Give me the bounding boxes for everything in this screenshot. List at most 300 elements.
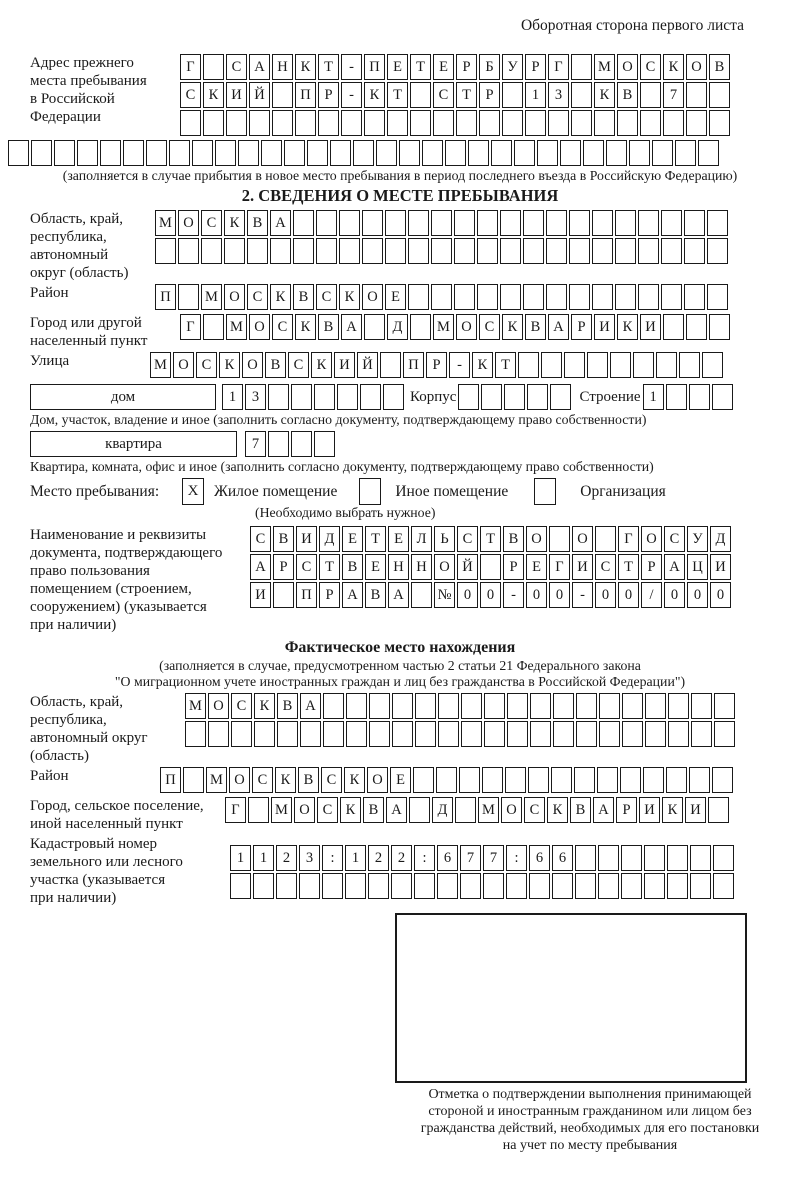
char-cell: [713, 873, 734, 899]
char-cell: О: [456, 314, 477, 340]
char-cell: Г: [549, 554, 570, 580]
char-cell: Н: [411, 554, 432, 580]
label-line: помещением (строением,: [30, 581, 192, 597]
fact-region-label: [30, 693, 185, 765]
char-cell: А: [249, 54, 270, 80]
char-cell: [8, 140, 29, 166]
char-cell: [54, 140, 75, 166]
char-cell: [714, 721, 735, 747]
char-cell: П: [155, 284, 176, 310]
char-cell: Л: [411, 526, 432, 552]
char-cell: С: [664, 526, 685, 552]
char-cell: [686, 110, 707, 136]
char-cell: Р: [426, 352, 447, 378]
char-cell: 3: [548, 82, 569, 108]
char-cell: [606, 140, 627, 166]
char-cell: [455, 797, 476, 823]
char-cell: К: [219, 352, 240, 378]
prev-address-label: [30, 54, 180, 126]
char-cell: [529, 873, 550, 899]
char-cell: [550, 384, 571, 410]
char-cell: [587, 352, 608, 378]
house-note: Дом, участок, владение и иное (заполнить согласно документу, подтверждающему право собственности): [30, 412, 647, 427]
char-cell: [668, 721, 689, 747]
char-cell: Т: [495, 352, 516, 378]
char-cell: А: [548, 314, 569, 340]
char-cell: [314, 384, 335, 410]
char-cell: [408, 284, 429, 310]
char-cell: М: [594, 54, 615, 80]
char-cell: Т: [618, 554, 639, 580]
char-cell: Е: [385, 284, 406, 310]
char-cell: С: [226, 54, 247, 80]
district-label: Район: [30, 285, 69, 301]
char-cell: И: [296, 526, 317, 552]
char-cell: Г: [180, 314, 201, 340]
char-cell: [514, 140, 535, 166]
char-cell: [31, 140, 52, 166]
fact-city-field: [30, 797, 770, 833]
fact-district-row: [160, 767, 735, 794]
char-cell: [360, 384, 381, 410]
char-cell: [553, 693, 574, 719]
char-cell: Н: [388, 554, 409, 580]
char-cell: П: [364, 54, 385, 80]
char-cell: [541, 352, 562, 378]
char-cell: [714, 693, 735, 719]
char-cell: [684, 238, 705, 264]
label-line: Область, край,: [30, 694, 124, 710]
char-cell: 2: [391, 845, 412, 871]
cadastral-rows: [230, 845, 736, 901]
char-cell: [507, 721, 528, 747]
char-cell: [690, 873, 711, 899]
char-cell: [346, 721, 367, 747]
char-cell: [597, 767, 618, 793]
char-cell: [318, 110, 339, 136]
char-cell: [667, 845, 688, 871]
char-cell: [569, 210, 590, 236]
char-cell: [622, 693, 643, 719]
char-cell: [323, 721, 344, 747]
label-line: документа, подтверждающего: [30, 545, 223, 561]
char-cell: [477, 238, 498, 264]
apartment-cells: [245, 431, 337, 458]
char-cell: И: [685, 797, 706, 823]
char-cell: [224, 238, 245, 264]
char-cell: [553, 721, 574, 747]
char-cell: [661, 210, 682, 236]
cadastral-field: [30, 835, 770, 907]
char-cell: С: [180, 82, 201, 108]
char-cell: К: [547, 797, 568, 823]
char-cell: [411, 582, 432, 608]
char-cell: [231, 721, 252, 747]
stamp-box: [395, 913, 747, 1083]
fact-district-field: [30, 767, 770, 795]
char-cell: [436, 767, 457, 793]
doc-row-3: [250, 582, 733, 609]
char-cell: /: [641, 582, 662, 608]
char-cell: [341, 110, 362, 136]
char-cell: [668, 693, 689, 719]
char-cell: [479, 110, 500, 136]
char-cell: [226, 110, 247, 136]
char-cell: [507, 693, 528, 719]
char-cell: [248, 797, 269, 823]
doc-field: [30, 526, 770, 634]
char-cell: С: [457, 526, 478, 552]
char-cell: 6: [552, 845, 573, 871]
char-cell: [575, 845, 596, 871]
char-cell: [621, 873, 642, 899]
char-cell: [364, 314, 385, 340]
label-line: Область, край,: [30, 211, 124, 227]
char-cell: [238, 140, 259, 166]
char-cell: [392, 721, 413, 747]
label-line: (область): [30, 748, 89, 764]
char-cell: К: [472, 352, 493, 378]
char-cell: К: [270, 284, 291, 310]
char-cell: [454, 284, 475, 310]
char-cell: [644, 873, 665, 899]
char-cell: [638, 210, 659, 236]
char-cell: 0: [526, 582, 547, 608]
char-cell: В: [570, 797, 591, 823]
char-cell: В: [293, 284, 314, 310]
char-cell: [410, 110, 431, 136]
char-cell: [571, 54, 592, 80]
char-cell: С: [479, 314, 500, 340]
char-cell: [477, 284, 498, 310]
char-cell: А: [342, 582, 363, 608]
label-line: республика,: [30, 712, 107, 728]
char-cell: [484, 693, 505, 719]
char-cell: В: [298, 767, 319, 793]
char-cell: С: [250, 526, 271, 552]
char-cell: 0: [710, 582, 731, 608]
char-cell: [385, 210, 406, 236]
char-cell: [528, 767, 549, 793]
region-field: [30, 210, 770, 282]
char-cell: [477, 210, 498, 236]
char-cell: [645, 693, 666, 719]
char-cell: И: [710, 554, 731, 580]
char-cell: -: [503, 582, 524, 608]
char-cell: Р: [571, 314, 592, 340]
char-cell: 0: [457, 582, 478, 608]
char-cell: Е: [342, 526, 363, 552]
char-cell: И: [572, 554, 593, 580]
char-cell: [330, 140, 351, 166]
char-cell: О: [501, 797, 522, 823]
char-cell: [689, 384, 710, 410]
char-cell: В: [365, 582, 386, 608]
char-cell: [369, 721, 390, 747]
char-cell: [459, 767, 480, 793]
char-cell: О: [362, 284, 383, 310]
char-cell: 7: [245, 431, 266, 457]
char-cell: Р: [616, 797, 637, 823]
char-cell: [599, 693, 620, 719]
fact-region-row-2: [185, 721, 737, 748]
char-cell: К: [295, 314, 316, 340]
char-cell: А: [300, 693, 321, 719]
char-cell: Е: [390, 767, 411, 793]
char-cell: [409, 797, 430, 823]
char-cell: [506, 873, 527, 899]
char-cell: С: [640, 54, 661, 80]
char-cell: 1: [253, 845, 274, 871]
char-cell: [530, 721, 551, 747]
char-cell: И: [334, 352, 355, 378]
char-cell: 7: [663, 82, 684, 108]
char-cell: [707, 238, 728, 264]
char-cell: [560, 140, 581, 166]
char-cell: [709, 314, 730, 340]
char-cell: [690, 845, 711, 871]
char-cell: И: [226, 82, 247, 108]
char-cell: [100, 140, 121, 166]
char-cell: [686, 314, 707, 340]
char-cell: [527, 384, 548, 410]
char-cell: В: [265, 352, 286, 378]
fact-title: Фактическое место нахождения: [284, 639, 516, 656]
char-cell: В: [342, 554, 363, 580]
prev-address-row-4: [8, 140, 770, 167]
char-cell: [346, 693, 367, 719]
char-cell: 3: [299, 845, 320, 871]
label-line: автономный: [30, 247, 109, 263]
char-cell: [709, 82, 730, 108]
char-cell: [564, 352, 585, 378]
char-cell: [504, 384, 525, 410]
char-cell: [178, 238, 199, 264]
char-cell: -: [341, 54, 362, 80]
char-cell: 6: [529, 845, 550, 871]
char-cell: С: [196, 352, 217, 378]
char-cell: [620, 767, 641, 793]
char-cell: [408, 238, 429, 264]
char-cell: [291, 431, 312, 457]
char-cell: [576, 693, 597, 719]
char-cell: [709, 110, 730, 136]
fact-note-1: (заполняется в случае, предусмотренном частью 2 статьи 21 Федерального закона: [159, 658, 641, 673]
char-cell: О: [434, 554, 455, 580]
char-cell: [638, 284, 659, 310]
char-cell: [518, 352, 539, 378]
char-cell: А: [664, 554, 685, 580]
char-cell: Р: [319, 582, 340, 608]
char-cell: [180, 110, 201, 136]
char-cell: М: [155, 210, 176, 236]
char-cell: [500, 210, 521, 236]
region-rows: [155, 210, 730, 266]
char-cell: [272, 110, 293, 136]
fact-region-field: [30, 693, 770, 765]
char-cell: [387, 110, 408, 136]
label-line: населенный пункт: [30, 333, 148, 349]
char-cell: В: [318, 314, 339, 340]
stamp-caption: [370, 1086, 800, 1154]
char-cell: [295, 110, 316, 136]
char-cell: [314, 431, 335, 457]
char-cell: М: [478, 797, 499, 823]
char-cell: Г: [618, 526, 639, 552]
char-cell: [594, 110, 615, 136]
char-cell: [644, 845, 665, 871]
char-cell: К: [224, 210, 245, 236]
char-cell: О: [173, 352, 194, 378]
char-cell: Г: [548, 54, 569, 80]
label-line: участка (указывается: [30, 872, 166, 888]
street-field: [30, 352, 770, 380]
char-cell: 1: [222, 384, 243, 410]
char-cell: В: [525, 314, 546, 340]
char-cell: [645, 721, 666, 747]
char-cell: О: [208, 693, 229, 719]
char-cell: [583, 140, 604, 166]
char-cell: С: [252, 767, 273, 793]
char-cell: [592, 284, 613, 310]
char-cell: [598, 873, 619, 899]
char-cell: [615, 284, 636, 310]
char-cell: [291, 384, 312, 410]
back-side-note: Оборотная сторона первого листа: [520, 17, 744, 34]
char-cell: О: [224, 284, 245, 310]
char-cell: [537, 140, 558, 166]
char-cell: [691, 693, 712, 719]
char-cell: И: [639, 797, 660, 823]
char-cell: [629, 140, 650, 166]
caption-line: Отметка о подтверждении выполнения принимающей: [428, 1087, 752, 1102]
char-cell: [408, 210, 429, 236]
region-label: [30, 210, 155, 282]
char-cell: С: [247, 284, 268, 310]
char-cell: [276, 873, 297, 899]
prev-address-row-3: [180, 110, 732, 137]
house-namebox: дом: [30, 384, 216, 410]
char-cell: [523, 284, 544, 310]
char-cell: [300, 721, 321, 747]
char-cell: О: [178, 210, 199, 236]
char-cell: :: [322, 845, 343, 871]
char-cell: [155, 238, 176, 264]
char-cell: [502, 82, 523, 108]
char-cell: [525, 110, 546, 136]
char-cell: Р: [525, 54, 546, 80]
char-cell: [77, 140, 98, 166]
char-cell: [293, 210, 314, 236]
char-cell: Р: [273, 554, 294, 580]
section2-title: 2. СВЕДЕНИЯ О МЕСТЕ ПРЕБЫВАНИЯ: [241, 186, 559, 205]
char-cell: К: [364, 82, 385, 108]
char-cell: М: [433, 314, 454, 340]
char-cell: [345, 873, 366, 899]
cadastral-label: [30, 835, 230, 907]
char-cell: О: [294, 797, 315, 823]
char-cell: А: [386, 797, 407, 823]
caption-line: стороной и иностранным гражданином или лицом без: [428, 1104, 752, 1119]
char-cell: [380, 352, 401, 378]
char-cell: [484, 721, 505, 747]
char-cell: В: [709, 54, 730, 80]
char-cell: [491, 140, 512, 166]
char-cell: И: [594, 314, 615, 340]
char-cell: Ц: [687, 554, 708, 580]
prev-address-rows: [180, 54, 732, 138]
stay-type-note: (Необходимо выбрать нужное): [255, 505, 436, 520]
char-cell: Г: [180, 54, 201, 80]
label-line: при наличии): [30, 617, 117, 633]
prev-address-row-2: [180, 82, 732, 109]
char-cell: О: [617, 54, 638, 80]
char-cell: [410, 314, 431, 340]
char-cell: У: [502, 54, 523, 80]
char-cell: К: [203, 82, 224, 108]
char-cell: [369, 693, 390, 719]
char-cell: [410, 82, 431, 108]
char-cell: [445, 140, 466, 166]
apartment-row: [30, 431, 770, 459]
label-line: округ (область): [30, 265, 129, 281]
inoe-label: Иное помещение: [395, 483, 509, 500]
char-cell: [599, 721, 620, 747]
char-cell: К: [340, 797, 361, 823]
char-cell: [385, 238, 406, 264]
char-cell: [261, 140, 282, 166]
char-cell: М: [185, 693, 206, 719]
char-cell: [247, 238, 268, 264]
char-cell: М: [206, 767, 227, 793]
char-cell: [643, 767, 664, 793]
char-cell: [322, 873, 343, 899]
char-cell: [362, 238, 383, 264]
char-cell: И: [250, 582, 271, 608]
char-cell: В: [363, 797, 384, 823]
char-cell: 0: [480, 582, 501, 608]
char-cell: К: [502, 314, 523, 340]
char-cell: [551, 767, 572, 793]
char-cell: [215, 140, 236, 166]
char-cell: [686, 82, 707, 108]
char-cell: [661, 284, 682, 310]
char-cell: [146, 140, 167, 166]
org-label: Организация: [580, 483, 666, 500]
char-cell: Е: [387, 54, 408, 80]
char-cell: 7: [483, 845, 504, 871]
char-cell: [456, 110, 477, 136]
char-cell: [230, 873, 251, 899]
char-cell: 0: [618, 582, 639, 608]
char-cell: К: [662, 797, 683, 823]
label-line: иной населенный пункт: [30, 816, 183, 832]
char-cell: [178, 284, 199, 310]
char-cell: 0: [549, 582, 570, 608]
char-cell: 0: [595, 582, 616, 608]
char-cell: С: [201, 210, 222, 236]
char-cell: [640, 110, 661, 136]
char-cell: Т: [387, 82, 408, 108]
char-cell: В: [247, 210, 268, 236]
char-cell: В: [503, 526, 524, 552]
char-cell: П: [403, 352, 424, 378]
char-cell: [454, 238, 475, 264]
char-cell: С: [296, 554, 317, 580]
prev-address-note: (заполняется в случае прибытия в новое место пребывания в период последнего въезда в Российскую Федерацию): [62, 168, 738, 183]
char-cell: [323, 693, 344, 719]
doc-row-2: [250, 554, 733, 581]
